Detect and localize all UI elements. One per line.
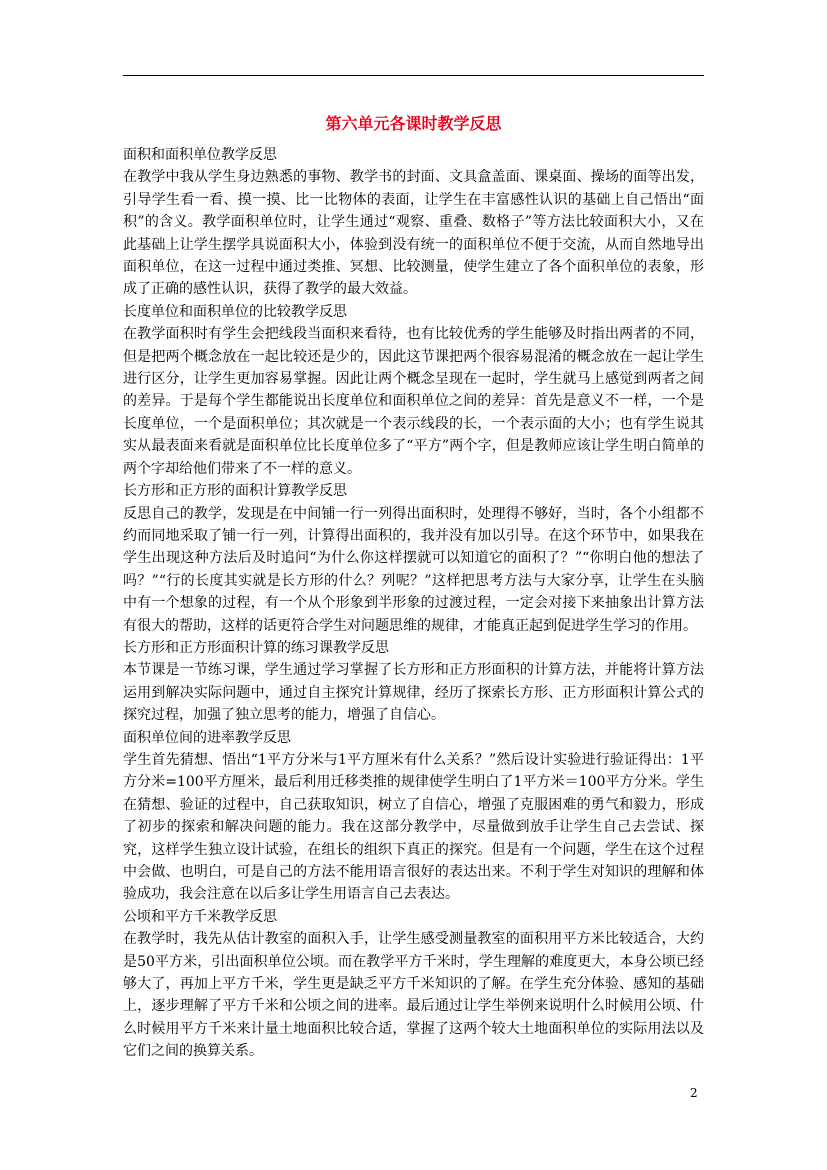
section-heading: 长方形和正方形面积计算的练习课教学反思 [123,639,389,656]
section-paragraph: 在教学中我从学生身边熟悉的事物、教学书的封面、文具盒盖面、课桌面、操场的面等出发，引导学生看一看、摸一摸、比一比物体的表面，让学生在丰富感性认识的基础上自己悟出“面积”的含义。教学面积单位时，让学生通过“观察、重叠、数格子”等方法比较面积大小，又在此基础上让学生摆学具说面积大小，体验到没有统一的面积单位不便于交流，从而自然地导出面积单位，在这一过程中通过类推、冥想、比较测量，使学生建立了各个面积单位的表象，形成了正确的感性认识，获得了教学的最大效益。 [123,169,704,298]
page-number: 2 [690,1086,698,1100]
page-title: 第六单元各课时教学反思 [325,114,502,133]
section-paragraph: 在教学面积时有学生会把线段当面积来看待，也有比较优秀的学生能够及时指出两者的不同，但是把两个概念放在一起比较还是少的，因此这节课把两个很容易混淆的概念放在一起让学生进行区分，让学生更加容易掌握。因此让两个概念呈现在一起时，学生就马上感觉到两者之间的差异。于是每个学生都能说出长度单位和面积单位之间的差异：首先是意义不一样，一个是长度单位，一个是面积单位；其次就是一个表示线段的长，一个表示面的大小；也有学生说其实从最表面来看就是面积单位比长度单位多了“平方”两个字，但是教师应该让学生明白简单的两个字却给他们带来了不一样的意义。 [123,326,704,477]
section-paragraph: 在教学时，我先从估计教室的面积入手，让学生感受测量教室的面积用平方米比较适合，大约是50平方米，引出面积单位公顷。而在教学平方千米时，学生理解的难度更大，本身公顷已经够大了，再加上平方千米，学生更是缺乏平方千米知识的了解。在学生充分体验、感知的基础上，逐步理解了平方千米和公顷之间的进率。最后通过让学生举例来说明什么时候用公顷、什么时候用平方千米来计量土地面积比较合适，掌握了这两个较大土地面积单位的实际用法以及它们之间的换算关系。 [123,931,704,1060]
section-heading: 面积单位间的进率教学反思 [123,729,291,746]
section-heading: 面积和面积单位教学反思 [123,147,277,163]
section-paragraph: 本节课是一节练习课，学生通过学习掌握了长方形和正方形面积的计算方法，并能将计算方法运用到解决实际问题中，通过自主探究计算规律，经历了探索长方形、正方形面积计算公式的探究过程，加强了独立思考的能力，增强了自信心。 [123,662,704,724]
section-paragraph: 学生首先猜想、悟出“1平方分米与1平方厘米有什么关系？”然后设计实验进行验证得出：1平方分米=100平方厘米，最后利用迁移类推的规律使学生明白了1平方米＝100平方分米。学生在猜想、验证的过程中，自己获取知识，树立了自信心，增强了克服困难的勇气和毅力，形成了初步的探索和解决问题的能力。我在这部分教学中，尽量做到放手让学生自己去尝试、探究，这样学生独立设计试验，在组长的组织下真正的探究。但是有一个问题，学生在这个过程中会做、也明白，可是自己的方法不能用语言很好的表达出来。不利于学生对知识的理解和体验成功，我会注意在以后多让学生用语言自己去表达。 [123,751,704,903]
section-paragraph: 反思自己的教学，发现是在中间铺一行一列得出面积时，处理得不够好，当时，各个小组都不约而同地采取了铺一行一列，计算得出面积的，我并没有加以引导。在这个环节中，如果我在学生出现这种方法后及时追问“为什么你这样摆就可以知道它的面积了？”“你明白他的想法了吗？”“行的长度其实就是长方形的什么？列呢？”这样把思考方法与大家分享，让学生在头脑中有一个想象的过程，有一个从个形象到半形象的过渡过程，一定会对接下来抽象出计算方法有很大的帮助，这样的话更符合学生对问题思维的规律，才能真正起到促进学生学习的作用。 [123,505,704,634]
document-body [123,144,704,1063]
section-heading: 长方形和正方形的面积计算教学反思 [123,483,347,500]
section-heading: 公顷和平方千米教学反思 [123,908,277,925]
section-heading: 长度单位和面积单位的比较教学反思 [123,303,347,320]
header-rule [123,75,704,76]
